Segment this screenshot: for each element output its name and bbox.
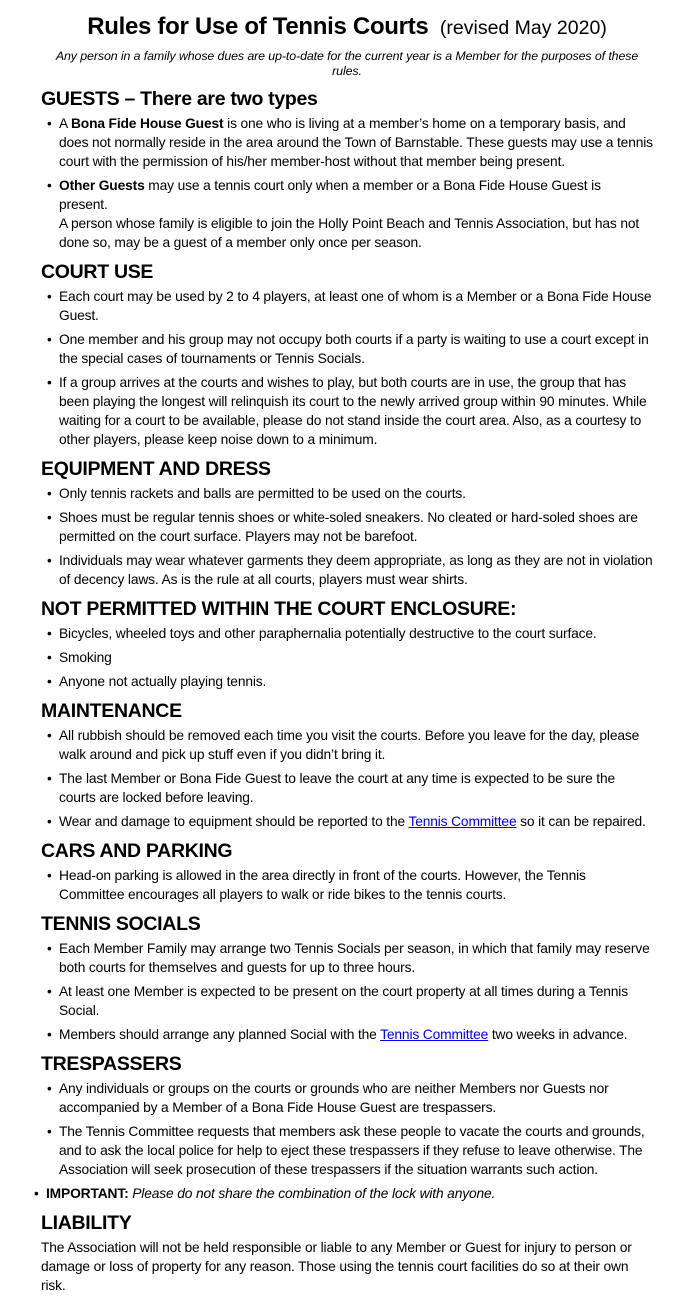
- section-heading-court-use: COURT USE: [41, 261, 154, 283]
- text-run: Head-on parking is allowed in the area directly in front of the courts. However, the Tennis Committee encourages all players to walk or ride bikes to the tennis courts.: [59, 868, 586, 902]
- document-body: [41, 88, 653, 1295]
- text-run: Individuals may wear whatever garments they deem appropriate, as long as they are not in violation of decency laws. As is the rule at all courts, players must wear shirts.: [59, 553, 653, 587]
- bullet-item: [46, 1184, 653, 1203]
- section-heading-liability: LIABILITY: [41, 1212, 132, 1234]
- bullet-item: [59, 114, 653, 171]
- text-run: Please do not share the combination of the lock with anyone.: [132, 1186, 496, 1201]
- bullet-item: [59, 866, 653, 904]
- document-title-main: Rules for Use of Tennis Courts: [87, 13, 429, 40]
- section-equipment-and-dress: [41, 458, 653, 589]
- text-run: two weeks in advance.: [488, 1027, 628, 1042]
- text-run: A: [59, 116, 71, 131]
- bullet-item: [59, 1079, 653, 1117]
- text-run: Bicycles, wheeled toys and other paraphernalia potentially destructive to the court surface.: [59, 626, 597, 641]
- text-run: A person whose family is eligible to join the Holly Point Beach and Tennis Association, but has not done so, may be a guest of a member only once per season.: [59, 216, 640, 250]
- document-title-revision-note: (revised May 2020): [439, 17, 607, 39]
- text-run: Bona Fide House Guest: [70, 116, 224, 131]
- bullet-item: [59, 812, 653, 831]
- section-heading-maintenance: MAINTENANCE: [41, 700, 182, 722]
- text-run: Wear and damage to equipment should be reported to the: [59, 814, 409, 829]
- section-not-permitted: [41, 598, 653, 691]
- text-run: Members should arrange any planned Social with the: [59, 1027, 381, 1042]
- text-run: may use a tennis court only when a member or a Bona Fide House Guest is present.: [59, 178, 601, 212]
- bullet-item: [59, 982, 653, 1020]
- section-maintenance: [41, 700, 653, 831]
- bullet-item: [59, 939, 653, 977]
- text-run: Anyone not actually playing tennis.: [59, 674, 267, 689]
- section-court-use: [41, 261, 653, 449]
- bullet-item: [59, 484, 653, 503]
- text-run: One member and his group may not occupy both courts if a party is waiting to use a court except in the special cases of tournaments or Tennis Socials.: [59, 332, 649, 366]
- text-run: If a group arrives at the courts and wishes to play, but both courts are in use, the group that has been playing the longest will relinquish its court to the newly arrived group within 90 minutes. While waiting for a court to be available, please do not stand inside the court area. Also, as a courtesy to other players, please keep noise down to a minimum.: [59, 375, 647, 447]
- bullet-list: [41, 939, 653, 1044]
- text-run: Only tennis rackets and balls are permitted to be used on the courts.: [59, 486, 466, 501]
- section-heading-equipment-and-dress: EQUIPMENT AND DRESS: [41, 458, 271, 480]
- section-liability: [41, 1212, 653, 1295]
- section-heading-cars-and-parking: CARS AND PARKING: [41, 840, 233, 862]
- text-run: The Association will not be held responsible or liable to any Member or Guest for injury to person or damage or loss of property for any reason. Those using the tennis court facilities do so at their own risk.: [41, 1240, 632, 1293]
- section-tennis-socials: [41, 913, 653, 1044]
- section-heading-not-permitted: NOT PERMITTED WITHIN THE COURT ENCLOSURE:: [41, 598, 517, 620]
- section-paragraph: [41, 1238, 653, 1295]
- bullet-item: [59, 672, 653, 691]
- tennis-committee-link[interactable]: Tennis Committee: [408, 814, 517, 829]
- document-header: [41, 12, 653, 79]
- text-run: Smoking: [59, 650, 112, 665]
- text-run: Each Member Family may arrange two Tennis Socials per season, in which that family may reserve both courts for themselves and guests for up to three hours.: [59, 941, 650, 975]
- text-run: Any individuals or groups on the courts or grounds who are neither Members nor Guests nor accompanied by a Member of a Bona Fide House Guest are trespassers.: [59, 1081, 609, 1115]
- bullet-list: [41, 866, 653, 904]
- section-heading-guests: GUESTS – There are two types: [41, 88, 318, 110]
- bullet-item: [59, 726, 653, 764]
- bullet-item: [59, 508, 653, 546]
- text-run: At least one Member is expected to be present on the court property at all times during a Tennis Social.: [59, 984, 628, 1018]
- bullet-list: [41, 287, 653, 449]
- tennis-committee-link[interactable]: Tennis Committee: [380, 1027, 489, 1042]
- section-guests: [41, 88, 653, 252]
- bullet-list: [41, 1079, 653, 1203]
- document-subtitle: Any person in a family whose dues are up-to-date for the current year is a Member for the purposes of these rules.: [55, 49, 639, 78]
- text-run: All rubbish should be removed each time you visit the courts. Before you leave for the day, please walk around and pick up stuff even if you didn’t bring it.: [59, 728, 640, 762]
- bullet-item: [59, 1122, 653, 1179]
- text-run: Shoes must be regular tennis shoes or white-soled sneakers. No cleated or hard-soled shoes are permitted on the court surface. Players may not be barefoot.: [59, 510, 638, 544]
- section-cars-and-parking: [41, 840, 653, 904]
- document-title: [41, 12, 653, 45]
- bullet-item: [59, 769, 653, 807]
- section-heading-trespassers: TRESPASSERS: [41, 1053, 182, 1075]
- bullet-list: [41, 726, 653, 831]
- text-run: The last Member or Bona Fide Guest to leave the court at any time is expected to be sure the courts are locked before leaving.: [59, 771, 616, 805]
- section-trespassers: [41, 1053, 653, 1203]
- bullet-item: [59, 624, 653, 643]
- text-run: IMPORTANT:: [46, 1186, 129, 1201]
- bullet-list: [41, 114, 653, 252]
- bullet-item: [59, 287, 653, 325]
- text-run: Other Guests: [59, 178, 145, 193]
- bullet-item: [59, 373, 653, 449]
- bullet-item: [59, 330, 653, 368]
- text-run: so it can be repaired.: [516, 814, 646, 829]
- text-run: Each court may be used by 2 to 4 players, at least one of whom is a Member or a Bona Fide House Guest.: [59, 289, 652, 323]
- bullet-list: [41, 624, 653, 691]
- bullet-item: [59, 648, 653, 667]
- section-heading-tennis-socials: TENNIS SOCIALS: [41, 913, 201, 935]
- text-run: The Tennis Committee requests that members ask these people to vacate the courts and grounds, and to ask the local police for help to eject these trespassers if they refuse to leave otherwise. The Association will seek prosecution of these trespassers if the situation warrants such action.: [59, 1124, 645, 1177]
- bullet-item: [59, 176, 653, 252]
- text-run: is one who is living at a member’s home on a temporary basis, and does not normally reside in the area around the Town of Barnstable. These guests may use a tennis court with the permission of his/her member-host without that member being present.: [59, 116, 653, 169]
- bullet-list: [41, 484, 653, 589]
- bullet-item: [59, 1025, 653, 1044]
- bullet-item: [59, 551, 653, 589]
